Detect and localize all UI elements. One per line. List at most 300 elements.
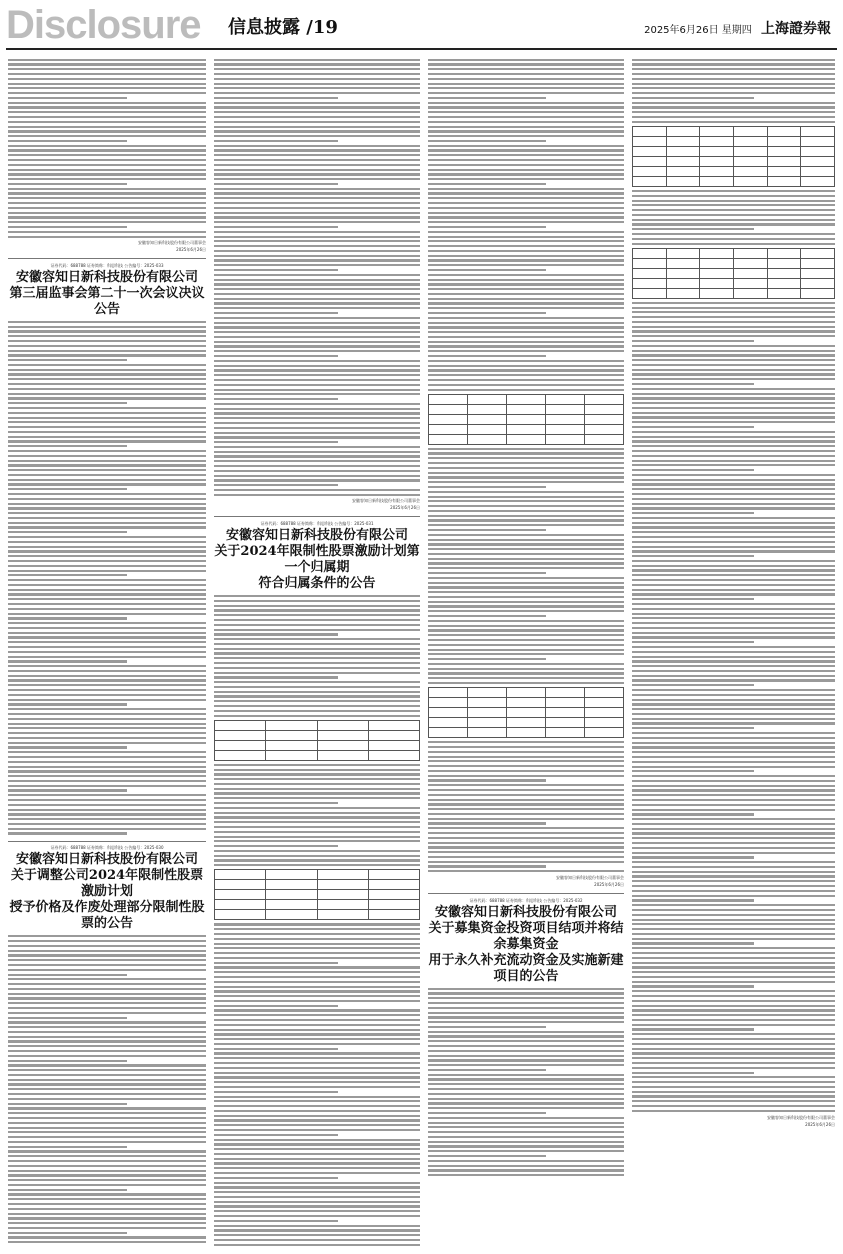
body-text-line (8, 1184, 206, 1186)
notice-code: 证券代码：688788 证券简称：科思科技 公告编号：2025-030 (50, 845, 164, 851)
body-text-line (214, 231, 420, 233)
body-text-line (428, 491, 624, 493)
body-text-line (214, 207, 420, 209)
body-text-line (8, 173, 206, 175)
body-text-line (632, 488, 835, 490)
body-text-line (632, 436, 835, 438)
body-text-line (428, 293, 624, 295)
body-text-line (632, 1081, 835, 1083)
body-text-line (428, 126, 624, 128)
body-text-line (8, 1122, 206, 1124)
body-text-line (428, 68, 624, 70)
body-text-line (428, 312, 546, 314)
body-text-line (428, 379, 624, 381)
data-table (632, 126, 835, 187)
body-text-line (8, 584, 206, 586)
body-text-line (8, 522, 206, 524)
body-text-line (428, 345, 624, 347)
body-text-line (632, 684, 754, 686)
body-text-line (428, 658, 546, 660)
body-text-line (428, 582, 624, 584)
signature-date: 2025年6月26日 (176, 247, 206, 253)
body-text-line (214, 1148, 420, 1150)
body-text-line (428, 1069, 546, 1071)
body-text-line (214, 1048, 338, 1050)
body-text-line (428, 159, 624, 161)
body-text-line (428, 1074, 624, 1076)
body-text-line (428, 389, 624, 391)
body-text-line (632, 1005, 835, 1007)
body-text-line (632, 775, 835, 777)
body-text-line (428, 259, 624, 261)
body-text-line (214, 855, 420, 857)
notice-title-line: 安徽容知日新科技股份有限公司 (15, 269, 198, 285)
body-text-line (214, 393, 420, 395)
issue-info (644, 18, 831, 38)
body-text-line (214, 1177, 338, 1179)
body-text-line (214, 455, 420, 457)
notice-divider (8, 258, 206, 259)
body-text-line (214, 1153, 420, 1155)
body-text-line (632, 455, 835, 457)
body-text-line (632, 522, 835, 524)
body-text-line (428, 596, 624, 598)
body-text-line (632, 770, 754, 772)
body-text-line (632, 617, 835, 619)
body-text-line (8, 236, 206, 238)
body-text-line (8, 1155, 206, 1157)
body-text-line (428, 1174, 624, 1176)
body-text-line (632, 302, 835, 304)
body-text-line (8, 440, 206, 442)
body-text-line (214, 250, 420, 252)
body-text-line (428, 154, 624, 156)
body-text-line (214, 255, 420, 257)
body-text-line (428, 529, 546, 531)
body-text-line (214, 1057, 420, 1059)
body-text-line (428, 760, 624, 762)
body-text-line (632, 464, 835, 466)
body-text-line (8, 383, 206, 385)
body-text-line (428, 988, 624, 990)
body-text-line (214, 307, 420, 309)
body-text-line (214, 1043, 420, 1045)
body-text-line (428, 775, 624, 777)
body-text-line (214, 595, 420, 597)
body-text-line (428, 846, 624, 848)
body-text-line (8, 1150, 206, 1152)
body-text-line (214, 662, 420, 664)
body-text-line (8, 197, 206, 199)
body-text-line (428, 121, 624, 123)
body-text-line (632, 469, 754, 471)
body-text-line (214, 345, 420, 347)
body-text-line (8, 517, 206, 519)
body-text-line (8, 799, 206, 801)
body-text-line (428, 741, 624, 743)
body-text-line (214, 322, 420, 324)
body-text-line (428, 832, 624, 834)
body-text-line (214, 1009, 420, 1011)
body-text-line (214, 451, 420, 453)
body-text-line (632, 708, 835, 710)
body-text-line (8, 159, 206, 161)
body-text-line (8, 1088, 206, 1090)
body-text-line (8, 126, 206, 128)
body-text-line (8, 737, 206, 739)
body-text-line (632, 885, 835, 887)
body-text-line (8, 1146, 127, 1148)
body-text-line (214, 192, 420, 194)
body-text-line (8, 1069, 206, 1071)
body-text-line (8, 785, 206, 787)
body-text-line (214, 1143, 420, 1145)
body-text-line (632, 373, 835, 375)
body-text-line (632, 541, 835, 543)
body-text-line (428, 1078, 624, 1080)
body-text-line (428, 374, 624, 376)
body-text-line (428, 799, 624, 801)
signature: 安徽容知日新科技股份有限公司董事会 (352, 498, 420, 504)
body-text-line (8, 350, 206, 352)
body-text-line (214, 279, 420, 281)
body-text-line (8, 950, 206, 952)
body-text-line (214, 475, 420, 477)
body-text-line (632, 847, 835, 849)
body-text-line (632, 97, 754, 99)
body-text-line (632, 560, 835, 562)
body-text-line (214, 68, 420, 70)
body-text-line (8, 226, 127, 228)
body-text-line (632, 727, 754, 729)
body-text-line (428, 169, 624, 171)
body-text-line (214, 831, 420, 833)
body-text-line (214, 923, 420, 925)
body-text-line (632, 828, 835, 830)
body-text-line (214, 995, 420, 997)
body-text-line (8, 813, 206, 815)
body-text-line (214, 1067, 420, 1069)
body-text-line (428, 682, 624, 684)
body-text-line (428, 240, 624, 242)
body-text-line (214, 379, 420, 381)
body-text-line (632, 1028, 754, 1030)
body-text-line (428, 505, 624, 507)
body-text-line (8, 959, 206, 961)
body-text-line (428, 350, 624, 352)
body-text-line (632, 1014, 835, 1016)
body-text-line (632, 340, 754, 342)
body-text-line (428, 663, 624, 665)
body-text-line (428, 1016, 624, 1018)
body-text-line (632, 397, 835, 399)
body-text-line (632, 450, 835, 452)
body-text-line (632, 670, 835, 672)
body-text-line (214, 111, 420, 113)
body-text-line (214, 1229, 420, 1231)
body-text-line (632, 243, 835, 245)
body-text-line (8, 192, 206, 194)
body-text-line (214, 202, 420, 204)
notice-divider (428, 893, 624, 894)
body-text-line (214, 288, 420, 290)
body-text-line (428, 572, 546, 574)
body-text-line (632, 656, 835, 658)
body-text-line (428, 861, 624, 863)
body-text-line (214, 59, 420, 61)
body-text-line (8, 140, 127, 142)
body-text-line (632, 794, 835, 796)
body-text-line (8, 1127, 206, 1129)
body-text-line (632, 942, 754, 944)
body-text-line (214, 78, 420, 80)
body-text-line (8, 550, 206, 552)
body-text-line (428, 1055, 624, 1057)
body-text-line (428, 634, 624, 636)
body-text-line (428, 269, 546, 271)
body-text-line (214, 87, 420, 89)
body-text-line (428, 1160, 624, 1162)
body-text-line (632, 737, 835, 739)
body-text-line (632, 813, 754, 815)
body-text-line (8, 1213, 206, 1215)
body-text-line (214, 1033, 420, 1035)
body-text-line (8, 378, 206, 380)
body-text-line (428, 1045, 624, 1047)
body-text-line (632, 780, 835, 782)
body-text-line (214, 470, 420, 472)
body-text-line (632, 584, 835, 586)
body-text-line (214, 432, 420, 434)
body-text-line (428, 653, 624, 655)
body-text-line (214, 341, 420, 343)
body-text-line (632, 713, 835, 715)
body-text-line (428, 605, 624, 607)
body-text-line (428, 365, 624, 367)
body-text-line (214, 943, 420, 945)
body-text-line (214, 427, 420, 429)
body-text-line (632, 190, 835, 192)
body-text-line (632, 321, 835, 323)
body-text-line (214, 1038, 420, 1040)
body-text-line (8, 402, 127, 404)
body-text-line (214, 691, 420, 693)
body-text-line (214, 633, 338, 635)
body-text-line (632, 493, 835, 495)
body-text-line (632, 402, 835, 404)
signature-date: 2025年6月26日 (390, 505, 420, 511)
body-text-line (632, 536, 835, 538)
body-text-line (632, 981, 835, 983)
body-text-line (428, 221, 624, 223)
body-text-line (8, 1170, 206, 1172)
body-text-line (8, 1222, 206, 1224)
body-text-line (8, 751, 206, 753)
body-text-line (632, 856, 754, 858)
body-text-line (632, 1062, 835, 1064)
body-text-line (214, 792, 420, 794)
body-text-line (8, 1160, 206, 1162)
body-text-line (8, 221, 206, 223)
body-text-line (428, 1035, 624, 1037)
body-text-line (632, 460, 835, 462)
body-text-line (428, 188, 624, 190)
body-text-line (8, 1031, 206, 1033)
body-text-line (632, 785, 835, 787)
body-text-line (214, 298, 420, 300)
body-text-line (214, 183, 338, 185)
body-text-line (214, 236, 420, 238)
body-text-line (214, 1244, 420, 1246)
body-text-line (214, 783, 420, 785)
body-text-line (632, 311, 835, 313)
body-text-line (632, 111, 835, 113)
body-text-line (8, 326, 206, 328)
body-text-line (428, 1002, 624, 1004)
body-text-line (428, 326, 624, 328)
body-text-line (214, 812, 420, 814)
body-text-line (428, 360, 624, 362)
body-text-line (428, 355, 546, 357)
body-text-line (632, 431, 835, 433)
body-text-line (428, 202, 624, 204)
body-text-line (8, 641, 206, 643)
body-text-line (632, 899, 754, 901)
body-text-line (214, 126, 420, 128)
body-text-line (8, 761, 206, 763)
body-text-line (632, 990, 835, 992)
body-text-line (8, 708, 206, 710)
body-text-line (8, 723, 206, 725)
body-text-line (428, 288, 624, 290)
body-text-line (8, 689, 206, 691)
body-text-line (632, 837, 835, 839)
notice-title-line: 第三届监事会第二十一次会议决议公告 (9, 285, 205, 317)
body-text-line (214, 355, 338, 357)
body-text-line (632, 393, 835, 395)
body-text-line (632, 866, 835, 868)
body-text-line (214, 149, 420, 151)
body-text-line (632, 383, 754, 385)
body-text-line (428, 770, 624, 772)
body-text-line (428, 197, 624, 199)
body-text-line (8, 694, 206, 696)
body-text-line (632, 1072, 754, 1074)
body-text-line (8, 555, 206, 557)
body-text-line (214, 197, 420, 199)
body-text-line (214, 140, 338, 142)
notice-code: 证券代码：688788 证券简称：科思科技 公告编号：2025-032 (469, 897, 583, 903)
body-text-line (632, 503, 835, 505)
body-text-line (214, 164, 420, 166)
body-text-line (8, 212, 206, 214)
body-text-line (214, 159, 420, 161)
body-text-line (8, 670, 206, 672)
body-text-line (214, 226, 338, 228)
body-text-line (632, 569, 835, 571)
body-text-line (214, 212, 420, 214)
body-text-line (632, 63, 835, 65)
body-text-line (214, 417, 420, 419)
body-text-line (214, 1191, 420, 1193)
body-text-line (632, 995, 835, 997)
body-text-line (8, 1174, 206, 1176)
body-text-line (632, 440, 835, 442)
body-text-line (214, 1182, 420, 1184)
body-text-line (428, 135, 624, 137)
body-text-line (8, 102, 206, 104)
body-text-line (8, 1050, 206, 1052)
body-text-line (632, 359, 835, 361)
body-text-line (632, 335, 835, 337)
body-text-line (214, 259, 420, 261)
body-text-line (428, 610, 624, 612)
body-text-line (214, 600, 420, 602)
body-text-line (8, 679, 206, 681)
body-text-line (214, 116, 420, 118)
body-text-line (428, 567, 624, 569)
body-text-line (214, 135, 420, 137)
body-text-line (214, 966, 420, 968)
body-text-line (214, 1220, 338, 1222)
body-text-line (214, 859, 420, 861)
body-text-line (214, 460, 420, 462)
body-text-line (214, 83, 420, 85)
body-text-line (428, 341, 624, 343)
body-text-line (8, 789, 127, 791)
body-text-line (428, 1012, 624, 1014)
body-text-line (214, 652, 420, 654)
body-text-line (8, 1002, 206, 1004)
body-text-line (8, 969, 206, 971)
body-text-line (8, 794, 206, 796)
body-text-line (214, 681, 420, 683)
body-text-line (8, 526, 206, 528)
body-text-line (632, 483, 835, 485)
body-text-line (8, 828, 206, 830)
body-text-line (214, 494, 420, 496)
body-text-line (214, 638, 420, 640)
body-text-line (8, 1026, 206, 1028)
masthead-rule (6, 48, 837, 50)
body-text-line (632, 636, 835, 638)
body-text-line (428, 1050, 624, 1052)
body-text-line (214, 1000, 420, 1002)
body-text-line (214, 1210, 420, 1212)
body-text-line (214, 446, 420, 448)
body-text-line (214, 769, 420, 771)
body-text-line (8, 775, 206, 777)
body-text-line (428, 524, 624, 526)
body-text-line (632, 219, 835, 221)
body-text-line (214, 981, 420, 983)
body-text-line (8, 63, 206, 65)
body-text-line (8, 450, 206, 452)
body-text-line (428, 298, 624, 300)
body-text-line (8, 823, 206, 825)
body-text-line (8, 169, 206, 171)
body-text-line (214, 293, 420, 295)
body-text-line (632, 904, 835, 906)
body-text-line (428, 457, 624, 459)
body-text-line (214, 764, 420, 766)
body-text-line (632, 933, 835, 935)
body-text-line (632, 962, 835, 964)
body-text-line (8, 945, 206, 947)
body-text-line (428, 751, 624, 753)
body-text-line (8, 1131, 206, 1133)
body-text-line (632, 228, 754, 230)
